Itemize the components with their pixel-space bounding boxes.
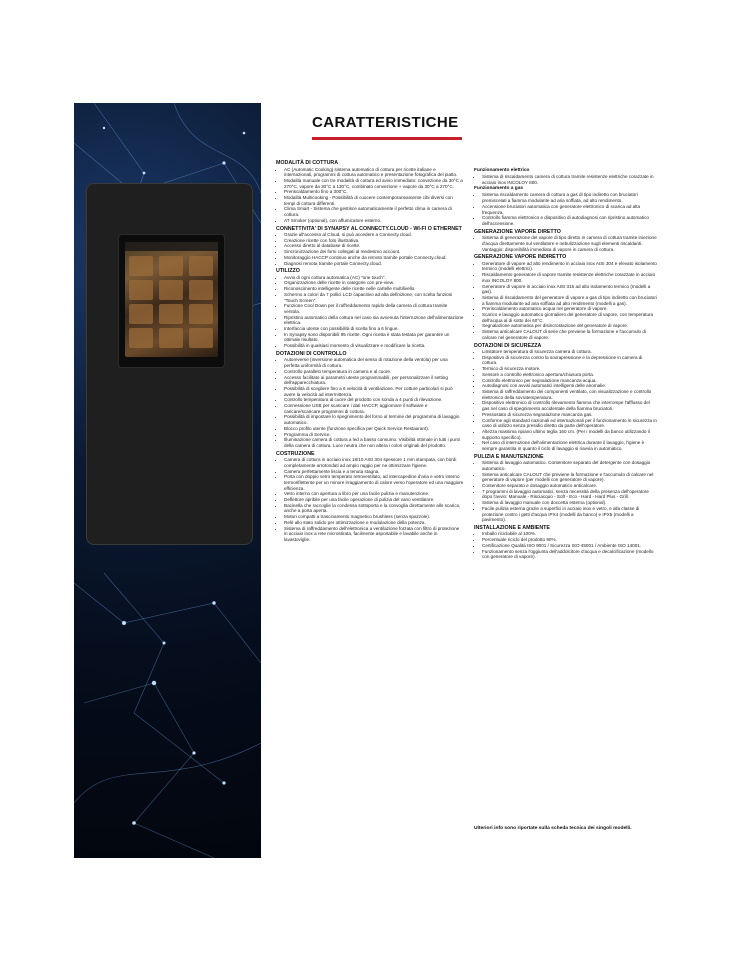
list-item: • Motori compatti a trascinamento magnetico brushless (senza spazzole). (284, 514, 464, 520)
list-item: • Imballo riciclabile al 100%. (482, 531, 658, 537)
bullet-list (474, 235, 658, 252)
list-item: • Preriscaldamento automatico acqua nel generatore di vapore. (482, 306, 658, 312)
list-item: • Avvio di ogni cottura automatica (AC) "one touch". (284, 275, 464, 281)
list-item: • Controllo elettronico per segnalazione mancanza acqua. (482, 378, 658, 384)
product-display-panel (86, 183, 253, 545)
list-item: • Sistema di lavaggio manuale con doccetta esterna (optional). (482, 500, 658, 506)
section-heading: GENERAZIONE VAPORE DIRETTO (474, 228, 561, 235)
bullet-list (474, 531, 658, 560)
oven-control-panel-image (118, 234, 225, 368)
list-item: • Modalità manuale con tre modalità di cottura ed avvio immediato: convezione da 30°C a 270°C, vapore da 30°C a 130°C, combinato convezione + vapore da 30°C a 270°C. (284, 178, 464, 189)
list-item: • Interfaccia utente con possibilità di scelta fino a 6 lingue. (284, 326, 464, 332)
section-heading: UTILIZZO (276, 268, 300, 275)
list-item: • Limitatore temperatura di sicurezza camera di cottura. (482, 349, 658, 355)
list-item: • Segnalazione automatica per disincrostazione del generatore di vapore. (482, 323, 658, 329)
list-item: • Schermo a colori da 7 pollici LCD capacitivo ad alta definizione, con scelta funzioni "Touch Screen". (284, 292, 464, 303)
list-item: • Deflettore apribile per una facile operazione di pulizia del vano ventilatore. (284, 497, 464, 503)
list-item: • Sistema di lavaggio automatico. Contenitore separato del detergente con dosaggio automatico. (482, 460, 658, 471)
list-item: • Programma di Service. (284, 432, 464, 438)
list-item: • Dispositivo elettronico di controllo rilevamento fiamma che interrompe l'afflusso del gas nel caso di spegnimento accidentale della fiamma bruciatori. (482, 400, 658, 411)
list-item: • Controllo parallelo temperatura in camera e al cuore. (284, 369, 464, 375)
list-item: • In Synapsy sono disponibili 95 ricette. Ogni ricetta è stata testata per garantire un ottimale risultato. (284, 332, 464, 343)
list-item: • Sistema anticalcare CALOUT che previene la formazione e l'accumulo di calcare nel generatore di vapore (per modelli con generatore di vapore). (482, 472, 658, 483)
list-item: • Autoreverse (inversione automatica del senso di rotazione della ventola) per una perfetta uniformità di cottura. (284, 357, 464, 368)
list-item: • Sistema di riscaldamento camera di cottura tramite resistenze elettriche corazzate in acciaio inox INCOLOY 800. (482, 174, 658, 185)
section-subheading: Funzionamento a gas (474, 186, 524, 192)
list-item: • Conforme agli standard nazionali ed internazionali per il funzionamento in sicurezza in caso di utilizzo senza presidio diretto da parte dell'operatore. (482, 418, 658, 429)
list-item: • Modalità Multicooking - Possibilità di cuocere contemporaneamente cibi diversi con tempi di cottura differenti. (284, 195, 464, 206)
list-item: • Generatore di vapore in acciaio inox AISI 316 ad alto isolamento termico (modelli a gas). (482, 284, 658, 295)
list-item: • Possibilità di scegliere fino a 6 velocità di ventilazione. Per cotture particolari si può avere la velocità ad intermittenza. (284, 386, 464, 397)
list-item: • Controllo fiamma elettronico e dispositivo di autodiagnosi con ripristino automatico dell'accensione. (482, 215, 658, 226)
section-heading: COSTRUZIONE (276, 450, 315, 457)
list-item: • Altezza massima ripiano ultimo teglia 160 cm. (Per i modelli da banco utilizzando il supporto specifico). (482, 429, 658, 440)
list-item: • Nel caso di interruzione dell'alimentazione elettrica durante il lavaggio, l'igiene è sempre garantita in quanto il ciclo di lavaggio si riavvia in automatico. (482, 440, 658, 451)
list-item: • Facile pulizia esterna grazie a superfici in acciaio inox e vetro, e alla classe di protezione contro i getti d'acqua IPX4 (modelli da banco) e IPX5 (modelli a pavimento). (482, 506, 658, 523)
section-subheading: Funzionamento elettrico (474, 168, 530, 173)
list-item: • 7 programmi di lavaggio automatici, senza necessità della presenza dell'operatore dopo l'avvio: Manuale - Risciacquo - Soft - Eco - Hard - Hard Plus - Grill. (482, 489, 658, 500)
bullet-list (276, 275, 464, 349)
list-item: • Blocco profilo utente (funzione specifica per Quick Service Restaurant). (284, 426, 464, 432)
list-item: • Accensione bruciatori automatica con generatore elettronico di scarica ad alta frequenza. (482, 204, 658, 215)
list-item: • Vetro interno con apertura a libro per una facile pulizia e manutenzione. (284, 491, 464, 497)
bullet-list (474, 192, 658, 226)
list-item: • Contenitore separato e dosaggio automatico anticalcare. (482, 483, 658, 489)
list-item: • Dispositivo di sicurezza contro la sovrapressione e la depressione in camera di cottura. (482, 355, 658, 366)
list-item: • Monitoraggio HACCP continuo anche da remoto tramite portale Connecty.cloud. (284, 255, 464, 261)
list-item: • Funzionamento senza l'oggiunta dell'addolcitore d'acqua e decalcificazione (modello con generatore di vapore). (482, 549, 658, 560)
list-item: • Percentuale riciclo del prodotto 90%. (482, 537, 658, 543)
list-item: • Connessione USB per scaricare i dati HACCP, aggiornare il software e caricare/scaricare programmi di cottura. (284, 403, 464, 414)
list-item: • Illuminazione camera di cottura a led a basso consumo. Visibilità ottimale in tutti i punti della camera di cottura. Luce neutra che non altera i colori originali del prodotto. (284, 437, 464, 448)
title-block (312, 114, 462, 140)
list-item: • Controllo temperatura al cuore del prodotto con sonda a 4 punti di rilevazione. (284, 397, 464, 403)
list-item: • Grazie all'accesso al Cloud, si può accedere a Connecty.cloud. (284, 232, 464, 238)
touch-screen-image (125, 242, 218, 357)
list-item: • Certificazione Qualità ISO 9001 / Sicurezza ISO 45001 / Ambiente ISO 14001. (482, 543, 658, 549)
list-item: • Relè allo stato solido per ottimizzazione e modulazione della potenza. (284, 520, 464, 526)
list-item: • Scarico e lavaggio automatico giornaliero del generatore di vapore, con temperatura dell'acqua al di sotto dei 60°C. (482, 312, 658, 323)
list-item: • Diagnosi remota tramite portale Connecty.cloud. (284, 261, 464, 267)
list-item: • Possibilità in qualsiasi momento di visualizzare e modificare la ricetta. (284, 343, 464, 349)
list-item: • Riconoscimento intelligente delle ricette nelle cartelle multilivello. (284, 286, 464, 292)
title-underline (312, 137, 462, 140)
section-heading: PULIZIA E MANUTENZIONE (474, 453, 544, 460)
bullet-list (474, 261, 658, 341)
list-item: • Ripristino automatico della cottura nel caso sia avvenuta l'interruzione dell'alimentazione elettrica. (284, 315, 464, 326)
list-item: • Porta con doppio vetro temperato retroventilato, ad intercapedine d'aria e vetro interno termoriflettente per un minore irraggiamento di calore verso l'operatore ed una maggiore efficienza. (284, 474, 464, 491)
list-item: • Sistema di raffreddamento dell'elettronica a ventilazione forzata con filtro di protezione in acciaio inox a rete microstirata, facilmente asportabile e lavabile anche in lavastoviglie. (284, 526, 464, 543)
bullet-list (276, 232, 464, 266)
bullet-list (276, 457, 464, 543)
list-item: • AT Smoker (optional), con affumicatore esterno. (284, 218, 464, 224)
bullet-list (276, 167, 464, 224)
section-heading: GENERAZIONE VAPORE INDIRETTO (474, 254, 567, 261)
list-item: • Funzione Cool Down per il raffreddamento rapido della camera di cottura tramite ventola. (284, 303, 464, 314)
list-item: • Sistema anticalcare CALOUT di serie che previene la formazione e l'accumulo di calcare nel generatore di vapore. (482, 329, 658, 340)
list-item: • Organizzazione delle ricette in categorie con pre-view. (284, 280, 464, 286)
section-heading: MODALITÀ DI COTTURA (276, 160, 339, 166)
list-item: • Sistema di riscaldamento del generatore di vapore a gas di tipo indiretto con bruciatori a fiamma modulante ad aria soffiata ad alto rendimento (modelli a gas). (482, 295, 658, 306)
section-heading: CONNETTIVITA' DI SYNAPSY AL CONNECTY.CLOUD - WI-FI O ETHERNET (276, 225, 462, 232)
list-item: • Sistema di raffreddamento dei componenti ventilato, con visualizzazione e controllo elettronico della sovratemperatura. (482, 389, 658, 400)
list-item: • Preriscaldamento fino a 300°C. (284, 189, 464, 195)
section-heading: INSTALLAZIONE E AMBIENTE (474, 524, 550, 531)
left-text-column (276, 158, 464, 543)
list-item: • Generatore di vapore ad alto rendimento in acciaio inox AISI 304 e elevato isolamento termico (modelli elettrici). (482, 261, 658, 272)
bullet-list (276, 357, 464, 448)
page-title: CARATTERISTICHE (312, 114, 459, 131)
list-item: • Clima Smart - Sistema che gestisce automaticamente il perfetto clima in camera di cottura. (284, 206, 464, 217)
list-item: • Termico di sicurezza motore. (482, 366, 658, 372)
list-item: • Camera perfettamente liscia e a tenuta stagna. (284, 469, 464, 475)
list-item: • Riscaldamento generatore di vapore tramite resistenze elettriche corazzate in acciaio inox INCOLOY 800. (482, 272, 658, 283)
list-item: • Accesso diretto al database di ricette. (284, 243, 464, 249)
list-item: • Sensore a controllo elettronico apertura/chiusura porta. (482, 372, 658, 378)
list-item: • Sistema riscaldamento camera di cottura a gas di tipo indiretto con bruciatori premiscelati a fiamma modulante ad aria soffiata, ad alto rendimento. (482, 192, 658, 203)
list-item: • Possibilità di impostare lo spegnimento del forno al termine del programma di lavaggio automatico. (284, 414, 464, 425)
right-text-column (474, 167, 658, 560)
list-item: • Creazione ricette con foto illustrativa. (284, 238, 464, 244)
section-heading: DOTAZIONI DI CONTROLLO (276, 350, 347, 357)
sidebar-image-panel (74, 103, 261, 858)
section-heading: DOTAZIONI DI SICUREZZA (474, 342, 542, 349)
list-item: • Sistema di generazione del vapore di tipo diretto in camera di cottura tramite iniezione d'acqua direttamente sul ventilatore e nebulizzazione sugli elementi riscaldanti. Vantaggio: disponibilità immediata di vapore in camera di cottura. (482, 235, 658, 252)
list-item: • Accesso facilitato ai parametri utente programmabili, per personalizzare il setting dell'apparecchiatura. (284, 375, 464, 386)
list-item: • Bacinella che raccoglie la condensa sottoporta e la convoglia direttamente allo scarico, anche a porta aperta. (284, 503, 464, 514)
bullet-list (474, 174, 658, 185)
list-item: • AC (Automatic Cooking) sistema automatico di cottura per ricette italiane e internazionali, programmi di cottura automatico e presentazione fotografica del piatto. (284, 167, 464, 178)
list-item: • Pressostato di sicurezza segnalazione mancanza gas. (482, 412, 658, 418)
footer-note: Ulteriori info sono riportate sulla scheda tecnica dei singoli modelli. (474, 826, 632, 831)
bullet-list (474, 460, 658, 523)
list-item: • Sincronizzazione dei forni collegati al medesimo account. (284, 249, 464, 255)
list-item: • Autodiagnosi con avvisi automatici intelligenti delle anomalie. (482, 383, 658, 389)
list-item: • Camera di cottura in acciaio inox 18/10 AISI 304 spessore 1 mm stampata, con bordi completamente arrotondati ad ampio raggio per ne ottimizzare l'igiene. (284, 457, 464, 468)
bullet-list (474, 349, 658, 452)
